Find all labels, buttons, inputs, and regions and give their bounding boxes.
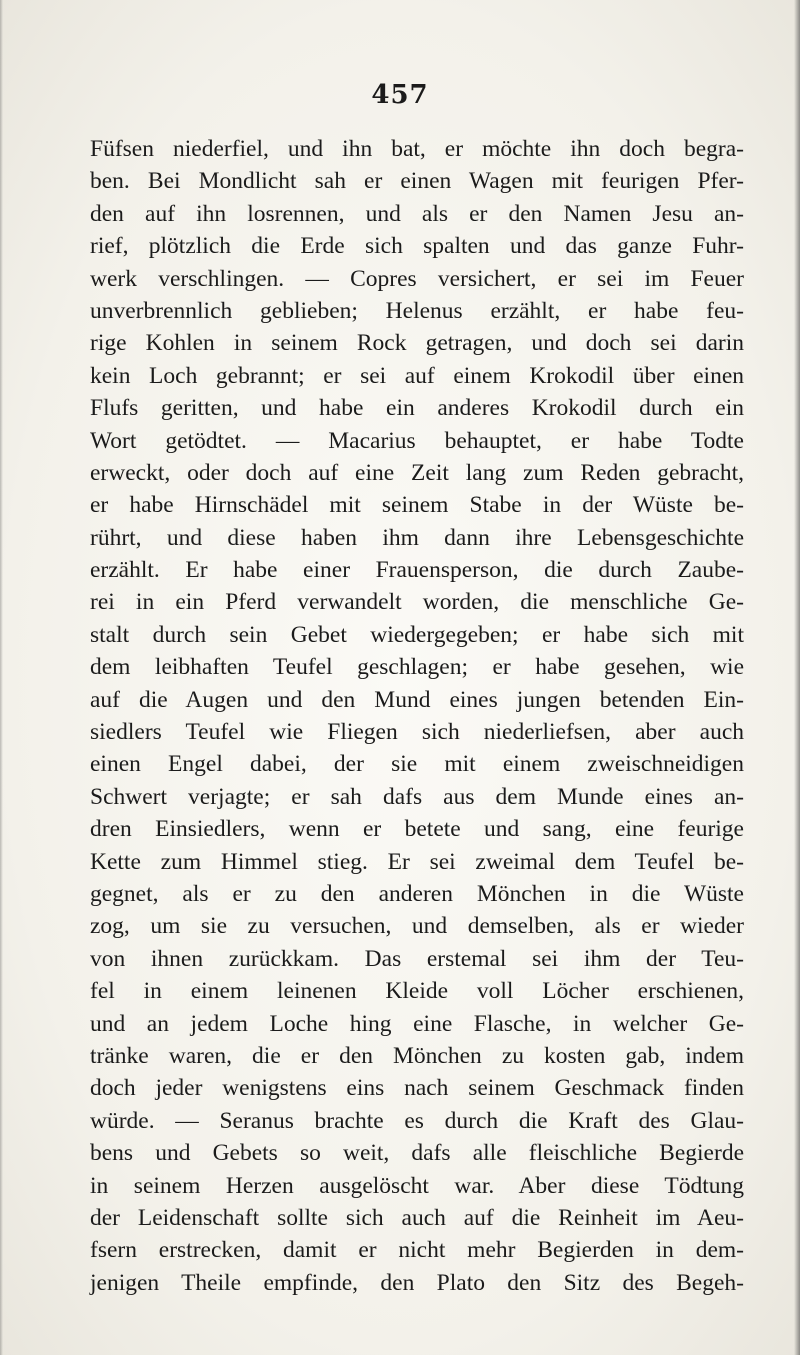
page-edge-left xyxy=(0,0,3,1355)
text-line: siedlers Teufel wie Fliegen sich niederliefsen, aber auch xyxy=(90,719,744,746)
text-line: in seinem Herzen ausgelöscht war. Aber diese Tödtung xyxy=(90,1172,744,1199)
text-line: von ihnen zurückkam. Das erstemal sei ihm der Teu- xyxy=(90,945,744,972)
text-line: würde. — Seranus brachte es durch die Kraft des Glau- xyxy=(90,1107,744,1134)
text-line: rige Kohlen in seinem Rock getragen, und doch sei darin xyxy=(90,330,744,357)
text-line: doch jeder wenigstens eins nach seinem Geschmack finden xyxy=(90,1075,744,1102)
text-line: werk verschlingen. — Copres versichert, er sei im Feuer xyxy=(90,265,744,292)
text-line: einen Engel dabei, der sie mit einem zweischneidigen xyxy=(90,751,744,778)
text-line: rief, plötzlich die Erde sich spalten und das ganze Fuhr- xyxy=(90,233,744,260)
text-line: fsern erstrecken, damit er nicht mehr Begierden in dem- xyxy=(90,1237,744,1264)
text-line: kein Loch gebrannt; er sei auf einem Krokodil über einen xyxy=(90,362,744,389)
text-line: den auf ihn losrennen, und als er den Namen Jesu an- xyxy=(90,200,744,227)
text-line: tränke waren, die er den Mönchen zu kosten gab, indem xyxy=(90,1042,744,1069)
text-line: der Leidenschaft sollte sich auch auf die Reinheit im Aeu- xyxy=(90,1204,744,1231)
text-line: Kette zum Himmel stieg. Er sei zweimal dem Teufel be- xyxy=(90,848,744,875)
text-line: Flufs geritten, und habe ein anderes Krokodil durch ein xyxy=(90,395,744,422)
text-line: er habe Hirnschädel mit seinem Stabe in der Wüste be- xyxy=(90,492,744,519)
text-line: erweckt, oder doch auf eine Zeit lang zum Reden gebracht, xyxy=(90,459,744,486)
text-line: bens und Gebets so weit, dafs alle fleischliche Begierde xyxy=(90,1140,744,1167)
text-line: stalt durch sein Gebet wiedergegeben; er habe sich mit xyxy=(90,621,744,648)
text-line: Füfsen niederfiel, und ihn bat, er möchte ihn doch begra- xyxy=(90,136,744,162)
text-line: Schwert verjagte; er sah dafs aus dem Munde eines an- xyxy=(90,783,744,810)
text-line: rei in ein Pferd verwandelt worden, die menschliche Ge- xyxy=(90,589,744,616)
page-number: 457 xyxy=(371,80,429,110)
text-line: erzählt. Er habe einer Frauensperson, die durch Zaube- xyxy=(90,557,744,584)
text-line: unverbrennlich geblieben; Helenus erzählt, er habe feu- xyxy=(90,297,744,324)
text-line: rührt, und diese haben ihm dann ihre Lebensgeschichte xyxy=(90,524,744,551)
text-line: dem leibhaften Teufel geschlagen; er habe gesehen, wie xyxy=(90,654,744,681)
text-line: auf die Augen und den Mund eines jungen betenden Ein- xyxy=(90,686,744,713)
text-line: dren Einsiedlers, wenn er betete und sang, eine feurige xyxy=(90,816,744,843)
text-line: gegnet, als er zu den anderen Mönchen in die Wüste xyxy=(90,880,744,907)
text-line: fel in einem leinenen Kleide voll Löcher erschienen, xyxy=(90,978,744,1005)
text-line: zog, um sie zu versuchen, und demselben, als er wieder xyxy=(90,913,744,940)
text-line: und an jedem Loche hing eine Flasche, in welcher Ge- xyxy=(90,1010,744,1037)
text-line: Wort getödtet. — Macarius behauptet, er habe Todte xyxy=(90,427,744,454)
text-line: ben. Bei Mondlicht sah er einen Wagen mit feurigen Pfer- xyxy=(90,168,744,195)
body-text xyxy=(90,133,744,1299)
page-edge-right xyxy=(794,0,800,1355)
text-line: jenigen Theile empfinde, den Plato den Sitz des Begeh- xyxy=(90,1269,744,1296)
